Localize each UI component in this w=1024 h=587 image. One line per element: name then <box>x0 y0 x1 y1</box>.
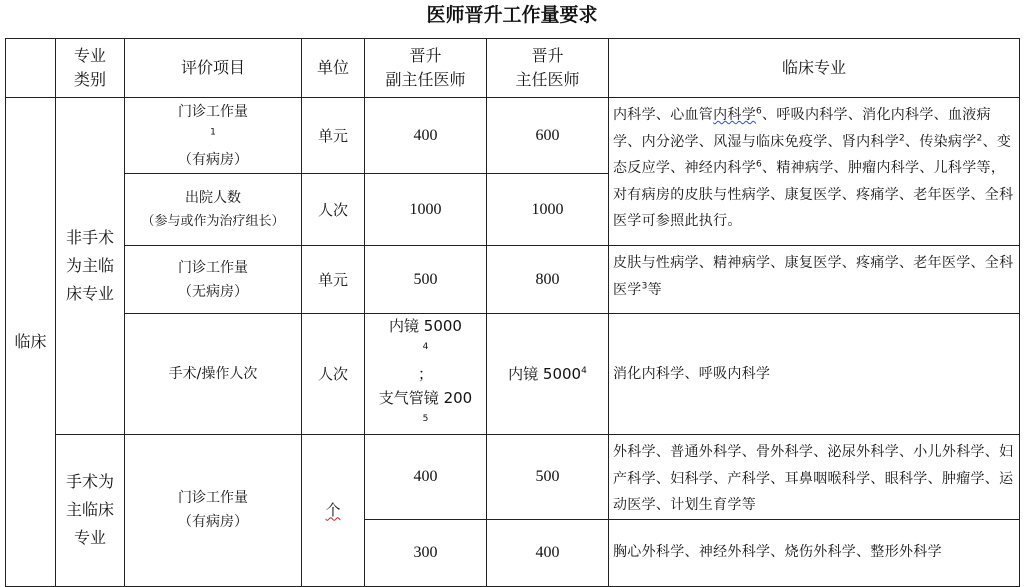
table-row <box>6 98 1020 174</box>
specialty-cell: 胸心外科学、神经外科学、烧伤外科学、整形外科学 <box>609 519 1020 586</box>
header-chief: 晋升 主任医师 <box>487 39 609 98</box>
unit-cell: 个 <box>302 435 365 587</box>
chief-value: 400 <box>487 519 609 586</box>
chief-value: 600 <box>487 98 609 174</box>
chief-value: 1000 <box>487 174 609 246</box>
workload-requirements-table <box>5 38 1020 587</box>
header-assoc-chief: 晋升 副主任医师 <box>365 39 487 98</box>
specialty-cell: 外科学、普通外科学、骨外科学、泌尿外科学、小儿外科学、妇产科学、妇科学、产科学、耳鼻咽喉科学、眼科学、肿瘤学、运动医学、计划生育学等 <box>609 435 1020 520</box>
header-specialty: 临床专业 <box>609 39 1020 98</box>
item-cell: 门诊工作量 （无病房） <box>125 246 302 314</box>
chief-value: 500 <box>487 435 609 520</box>
item-cell: 出院人数 （参与或作为治疗组长） <box>125 174 302 246</box>
group-nonsurgical: 非手术 为主临 床专业 <box>56 98 125 435</box>
chief-value: 800 <box>487 246 609 314</box>
chief-value: 内镜 5000$^4$ <box>487 314 609 435</box>
assoc-value: 1000 <box>365 174 487 246</box>
specialty-cell: 消化内科学、呼吸内科学 <box>609 314 1020 435</box>
unit-cell: 人次 <box>302 174 365 246</box>
item-cell: 门诊工作量 $^1$ （有病房） <box>125 98 302 174</box>
assoc-value: 500 <box>365 246 487 314</box>
item-cell: 手术/操作人次 <box>125 314 302 435</box>
header-category: 专业 类别 <box>56 39 125 98</box>
unit-cell: 单元 <box>302 98 365 174</box>
assoc-value: 400 <box>365 435 487 520</box>
header-blank <box>6 39 56 98</box>
assoc-value: 400 <box>365 98 487 174</box>
document-title: 医师晋升工作量要求 <box>426 4 598 26</box>
group-surgical: 手术为 主临床 专业 <box>56 435 125 587</box>
table-row <box>6 435 1020 520</box>
specialty-cell: 内科学、心血管内科学$^6$、呼吸内科学、消化内科学、血液病学、内分泌学、风湿与临床免疫学、肾内科学$^2$、传染病学$^2$、变态反应学、神经内科学$^6$、精神病学、肿瘤内科学、儿科学等，对有病房的皮肤与性病学、康复医学、疼痛学、老年医学、全科医学可参照此执行。 <box>609 98 1020 246</box>
item-cell: 门诊工作量 （有病房） <box>125 435 302 587</box>
assoc-value: 内镜 5000 $^4$ ； 支气管镜 200 $^5$ <box>365 314 487 435</box>
header-item: 评价项目 <box>125 39 302 98</box>
unit-cell: 单元 <box>302 246 365 314</box>
specialty-cell: 皮肤与性病学、精神病学、康复医学、疼痛学、老年医学、全科医学$^3$等 <box>609 246 1020 314</box>
clinical-cell: 临床 <box>6 98 56 587</box>
unit-cell: 人次 <box>302 314 365 435</box>
table-row <box>6 246 1020 314</box>
header-unit: 单位 <box>302 39 365 98</box>
assoc-value: 300 <box>365 519 487 586</box>
header-row <box>6 39 1020 98</box>
table-row <box>6 314 1020 435</box>
